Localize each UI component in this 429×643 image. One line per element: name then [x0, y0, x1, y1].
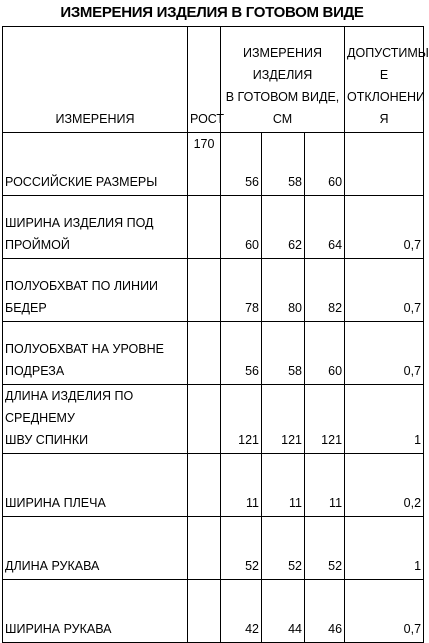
size-value-3: 52 — [305, 517, 345, 580]
table-row — [3, 259, 424, 322]
size-value-3: 60 — [305, 133, 345, 196]
height-cell — [188, 322, 221, 385]
header-measurement — [3, 27, 188, 133]
row-label-line1: ДЛИНА ИЗДЕЛИЯ ПО СРЕДНЕМУ — [5, 389, 134, 425]
row-label-line1: ПОЛУОБХВАТ НА УРОВНЕ — [5, 342, 164, 356]
table-row — [3, 196, 424, 259]
row-label — [3, 454, 188, 517]
header-tolerance-line2: Е — [379, 68, 389, 82]
table-row — [3, 517, 424, 580]
table-row — [3, 385, 424, 454]
measurements-table — [2, 26, 429, 643]
table-row — [3, 580, 424, 643]
row-label — [3, 517, 188, 580]
document-title: ИЗМЕРЕНИЯ ИЗДЕЛИЯ В ГОТОВОМ ВИДЕ — [60, 4, 364, 21]
header-product-line1: ИЗМЕРЕНИЯ ИЗДЕЛИЯ — [243, 46, 323, 82]
header-height — [188, 27, 225, 133]
row-label-line2: РОССИЙСКИЕ РАЗМЕРЫ — [5, 175, 158, 189]
header-product-measurements — [221, 27, 345, 133]
size-value-3: 11 — [305, 454, 345, 517]
tolerance-value: 0,7 — [345, 580, 424, 643]
header-tolerance-line1: ДОПУСТИМЫ — [347, 46, 429, 60]
header-product-line2: В ГОТОВОМ ВИДЕ, СМ — [225, 90, 340, 126]
size-value-2: 52 — [262, 517, 305, 580]
size-value-1: 11 — [221, 454, 262, 517]
tolerance-value: 0,7 — [345, 196, 424, 259]
row-label — [3, 196, 188, 259]
row-label — [3, 259, 188, 322]
tolerance-value: 0,7 — [345, 322, 424, 385]
size-value-1: 56 — [221, 133, 262, 196]
size-value-2: 44 — [262, 580, 305, 643]
size-value-2: 62 — [262, 196, 305, 259]
height-cell — [188, 133, 221, 196]
size-value-1: 56 — [221, 322, 262, 385]
size-value-2: 11 — [262, 454, 305, 517]
height-cell — [188, 517, 221, 580]
size-value-3: 82 — [305, 259, 345, 322]
table-row — [3, 322, 424, 385]
size-value-1: 60 — [221, 196, 262, 259]
size-value-1: 52 — [221, 517, 262, 580]
row-label-line2: ШИРИНА ПЛЕЧА — [5, 496, 106, 510]
tolerance-value: 0,2 — [345, 454, 424, 517]
height-cell — [188, 454, 221, 517]
header-row — [3, 27, 424, 133]
row-label — [3, 385, 188, 454]
row-label-line2: ПОЛУОБХВАТ ПО ЛИНИИ БЕДЕР — [5, 279, 159, 315]
size-value-2: 58 — [262, 322, 305, 385]
header-measurement-label: ИЗМЕРЕНИЯ — [55, 112, 135, 126]
size-value-1: 42 — [221, 580, 262, 643]
table-row — [3, 133, 424, 196]
height-cell — [188, 385, 221, 454]
tolerance-value — [345, 133, 424, 196]
row-label-line2: ШИРИНА РУКАВА — [5, 622, 112, 636]
size-value-3: 60 — [305, 322, 345, 385]
row-label — [3, 580, 188, 643]
tolerance-value: 1 — [345, 517, 424, 580]
header-tolerance-line3: ОТКЛОНЕНИ — [347, 90, 425, 104]
size-value-3: 46 — [305, 580, 345, 643]
height-cell — [188, 259, 221, 322]
height-value: 170 — [193, 137, 215, 151]
header-height-label: РОСТ — [190, 112, 225, 126]
size-value-3: 121 — [305, 385, 345, 454]
height-cell — [188, 196, 221, 259]
row-label — [3, 133, 188, 196]
row-label-line1: ШИРИНА ИЗДЕЛИЯ ПОД — [5, 216, 154, 230]
row-label-line2: ПРОЙМОЙ — [5, 238, 70, 252]
size-value-1: 78 — [221, 259, 262, 322]
tolerance-value: 1 — [345, 385, 424, 454]
size-value-2: 121 — [262, 385, 305, 454]
row-label-line2: ШВУ СПИНКИ — [5, 433, 89, 447]
row-label-line2: ПОДРЕЗА — [5, 364, 65, 378]
size-value-1: 121 — [221, 385, 262, 454]
header-tolerance — [345, 27, 429, 133]
tolerance-value: 0,7 — [345, 259, 424, 322]
height-cell — [188, 580, 221, 643]
size-value-3: 64 — [305, 196, 345, 259]
size-value-2: 58 — [262, 133, 305, 196]
header-tolerance-line4: Я — [379, 112, 389, 126]
row-label-line2: ДЛИНА РУКАВА — [5, 559, 100, 573]
table-row — [3, 454, 424, 517]
size-value-2: 80 — [262, 259, 305, 322]
row-label — [3, 322, 188, 385]
